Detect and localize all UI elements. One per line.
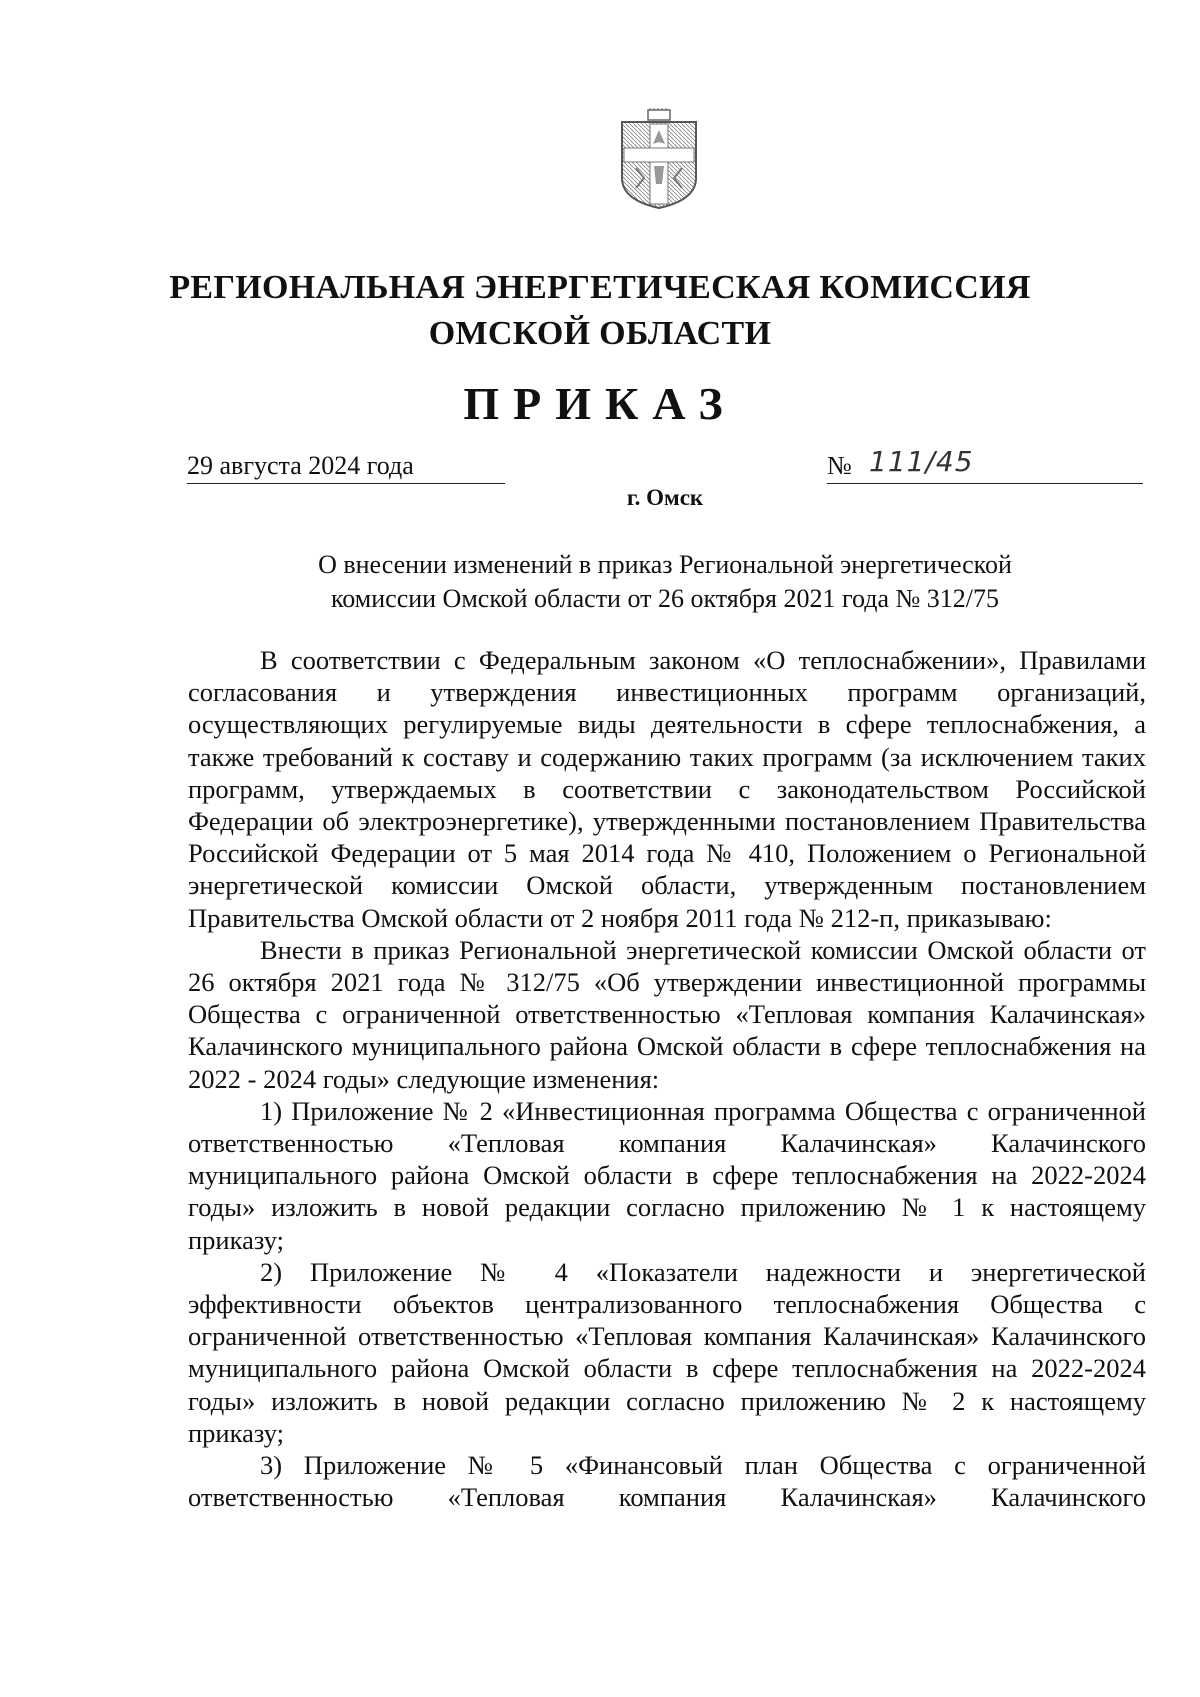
subject-line1: О внесении изменений в приказ Региональной энергетической [318,550,1012,579]
omsk-region-coat-of-arms-icon [618,108,700,210]
list-item-3: 3) Приложение № 5 «Финансовый план Общества с ограниченной ответственностью «Тепловая компания Калачинская» Калачинского [188,1450,1146,1513]
document-number-field [827,445,1143,484]
organization-name-line1: РЕГИОНАЛЬНАЯ ЭНЕРГЕТИЧЕСКАЯ КОМИССИЯ [169,269,1031,306]
subject-line2: комиссии Омской области от 26 октября 2021 года № 312/75 [330,584,1000,613]
document-body [188,644,1146,1513]
document-type-title: ПРИКАЗ [463,378,737,429]
document-number: 111/45 [869,445,974,478]
number-sign-label: № [827,451,852,480]
preamble-paragraph: В соответствии с Федеральным законом «О теплоснабжении», Правилами согласования и утверждения инвестиционных программ организаций, осуществляющих регулируемые виды деятельности в сфере теплоснабжения, а также требований к составу и содержанию таких программ (за исключением таких программ, утверждаемых в соответствии с законодательством Российской Федерации об электроэнергетике), утвержденными постановлением Правительства Российской Федерации от 5 мая 2014 года № 410, Положением о Региональной энергетической комиссии Омской области, утвержденным постановлением Правительства Омской области от 2 ноября 2011 года № 212-п, приказываю: [188,645,1146,933]
order-paragraph: Внести в приказ Региональной энергетической комиссии Омской области от 26 октября 2021 года № 312/75 «Об утверждении инвестиционной программы Общества с ограниченной ответственностью «Тепловая компания Калачинская» Калачинского муниципального района Омской области в сфере теплоснабжения на 2022 - 2024 годы» следующие изменения: [188,934,1146,1094]
document-date: 29 августа 2024 года [187,449,505,484]
document-city: г. Омск [626,485,704,510]
list-item-2: 2) Приложение № 4 «Показатели надежности и энергетической эффективности объектов централизованного теплоснабжения Общества с ограниченной ответственностью «Тепловая компания Калачинская» Калачинского муниципального района Омской области в сфере теплоснабжения на 2022-2024 годы» изложить в новой редакции согласно приложению № 2 к настоящему приказу; [188,1256,1146,1448]
organization-name-line2: ОМСКОЙ ОБЛАСТИ [428,315,772,352]
list-item-1: 1) Приложение № 2 «Инвестиционная программа Общества с ограниченной ответственностью «Тепловая компания Калачинская» Калачинского муниципального района Омской области в сфере теплоснабжения на 2022-2024 годы» изложить в новой редакции согласно приложению № 1 к настоящему приказу; [188,1095,1146,1255]
document-subject [200,548,1130,616]
